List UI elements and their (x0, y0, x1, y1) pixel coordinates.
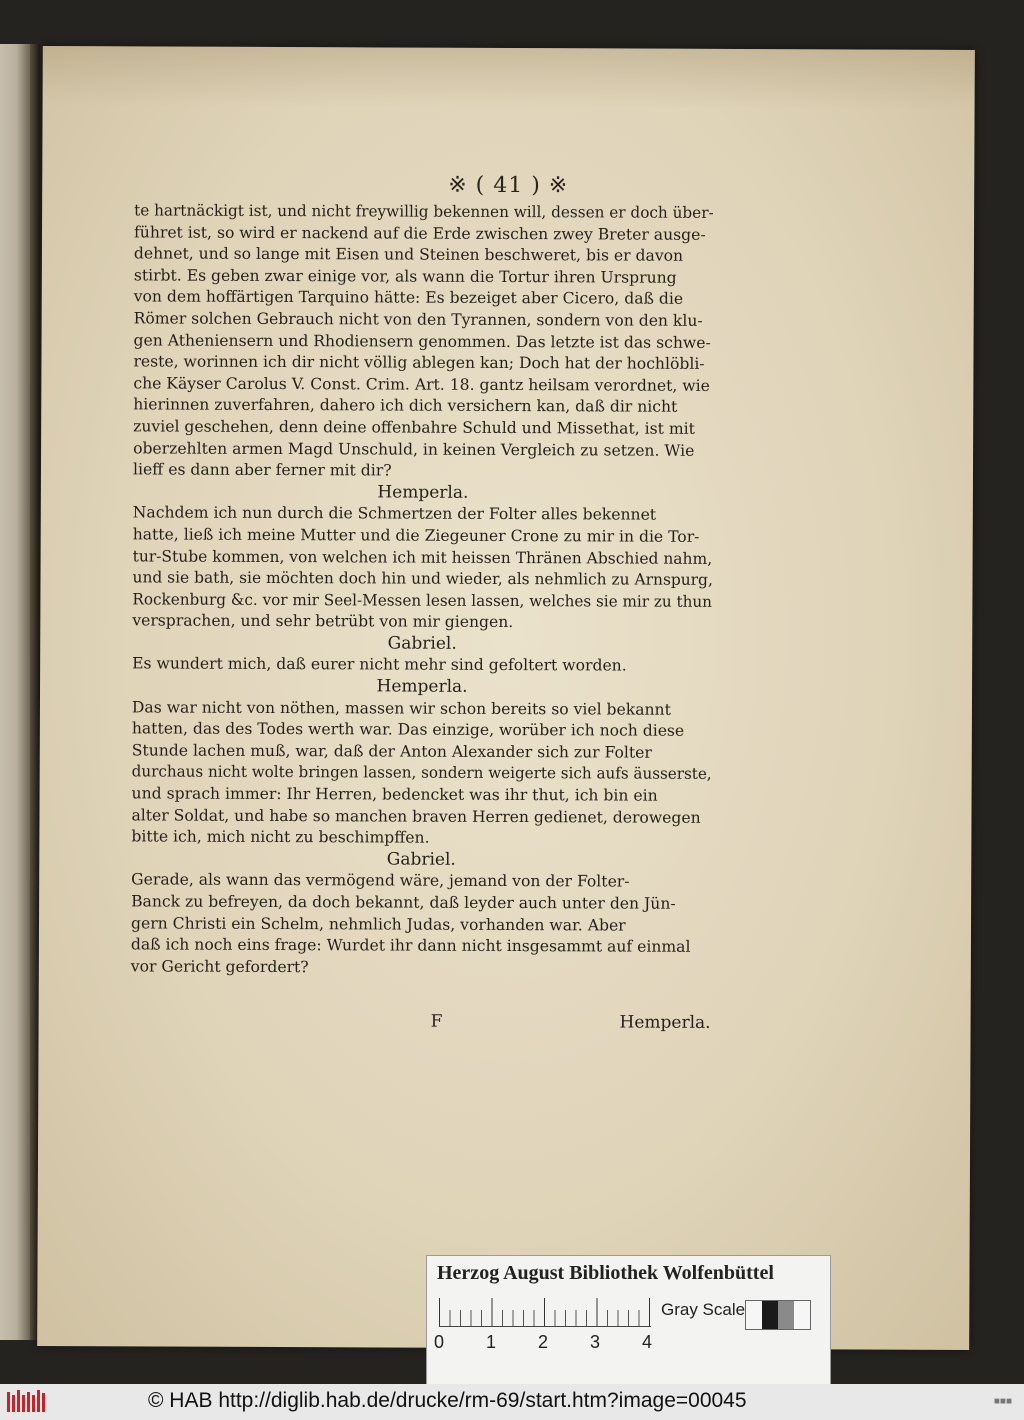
corner-dots-icon: ■■■ (993, 1396, 1012, 1407)
gray-swatch (794, 1301, 810, 1329)
ruler-ticks (439, 1298, 651, 1327)
text-line: von dem hoffärtigen Tarquino hätte: Es bezeiget aber Cicero, daß die (133, 287, 684, 309)
ruler-tick-label: 3 (590, 1332, 601, 1352)
text-line: te hartnäckigt ist, und nicht freywillig bekennen will, dessen er doch über- (134, 201, 714, 222)
text-line: daß ich noch eins frage: Wurdet ihr dann nicht insgesammt auf einmal (130, 935, 691, 956)
color-ruler-card (426, 1255, 831, 1386)
text-line: hatten, das des Todes werth war. Das einzige, worüber ich noch diese (131, 719, 685, 741)
ruler-tick-label: 0 (434, 1332, 445, 1352)
text-line: reste, worinnen ich dir nicht völlig ablegen kan; Doch hat der hochlöbli- (133, 352, 705, 374)
ruler-title: Herzog August Bibliothek Wolfenbüttel (437, 1262, 774, 1284)
text-line: hierinnen zuverfahren, dahero ich dich versichern kan, daß dir nicht (133, 395, 678, 417)
ruler-tick-label: 1 (486, 1332, 497, 1352)
text-line: lieff es dann aber ferner mit dir? (132, 460, 392, 480)
speaker-heading: Hemperla. (377, 482, 469, 503)
text-line: und sprach immer: Ihr Herren, bedencket was ihr thut, ich bin ein (131, 784, 658, 805)
catchword: Hemperla. (619, 1012, 711, 1033)
text-line: che Käyser Carolus V. Const. Crim. Art. 18. gantz heilsam verordnet, wie (133, 374, 710, 395)
ruler-tick-label: 4 (642, 1332, 653, 1352)
text-line: führet ist, so wird er nackend auf die Erde zwischen zwey Breter ausge- (133, 222, 706, 244)
text-line: und sie bath, sie möchten doch hin und wieder, als nehmlich zu Arnspurg, (132, 568, 713, 589)
text-line: stirbt. Es geben zwar einige vor, als wann die Tortur ihren Ursprung (133, 266, 677, 287)
text-line: tur-Stube kommen, von welchen ich mit heissen Thränen Abschied nahm, (132, 546, 713, 568)
book-page (37, 46, 975, 1350)
signature-mark: F (430, 1011, 443, 1032)
text-line: gen Atheniensern und Rhodiensern genommen. Das letzte ist das schwe- (133, 330, 711, 352)
hab-logo-icon (6, 1389, 48, 1415)
gray-swatch (762, 1301, 778, 1329)
text-line: Banck zu befreyen, da doch bekannt, daß leyder auch unter den Jün- (131, 892, 676, 913)
text-line: Römer solchen Gebrauch nicht von den Tyrannen, sondern von den klu- (133, 309, 703, 330)
speaker-heading: Gabriel. (386, 849, 456, 870)
text-line: hatte, ließ ich meine Mutter und die Ziegeuner Crone zu mir in die Tor- (132, 525, 700, 546)
text-line: durchaus nicht wolte bringen lassen, sondern weigerte sich aufs äusserste, (131, 762, 712, 784)
text-line: Gerade, als wann das vermögend wäre, jemand von der Folter- (131, 870, 630, 891)
text-line: Es wundert mich, daß eurer nicht mehr sind gefoltert worden. (132, 654, 627, 675)
text-line: alter Soldat, und habe so manchen braven Herren gedienet, derowegen (131, 805, 701, 827)
text-line: Rockenburg &c. vor mir Seel-Messen lesen lassen, welches sie mir zu thun (132, 590, 713, 611)
text-line: dehnet, und so lange mit Eisen und Steinen beschweret, bis er davon (133, 244, 684, 265)
text-line: vor Gericht gefordert? (130, 957, 309, 976)
text-line: zuviel geschehen, denn deine offenbahre Schuld und Missethat, ist mit (133, 417, 695, 438)
text-line: bitte ich, mich nicht zu beschimpffen. (131, 827, 430, 847)
gray-swatch (746, 1301, 762, 1329)
text-line: gern Christi ein Schelm, nehmlich Judas, vorhanden war. Aber (130, 913, 626, 935)
page-header: ※ ( 41 ) ※ (448, 172, 569, 199)
page-footer-marks (131, 1010, 711, 1037)
text-line: versprachen, und sehr betrübt von mir giengen. (132, 611, 514, 632)
text-line: Nachdem ich nun durch die Schmertzen der Folter alles bekennet (132, 503, 657, 524)
page-text (131, 200, 714, 980)
ruler-tick-label: 2 (538, 1332, 549, 1352)
gray-scale-swatches (745, 1300, 811, 1330)
speaker-heading: Gabriel. (387, 633, 457, 654)
text-line: Stunde lachen muß, war, daß der Anton Alexander sich zur Folter (131, 741, 652, 762)
gray-scale-label: Gray Scale (661, 1300, 746, 1319)
text-line: oberzehlten armen Magd Unschuld, in keinen Vergleich zu setzen. Wie (133, 438, 695, 460)
speaker-heading: Hemperla. (376, 676, 468, 697)
left-page-edge (0, 44, 30, 1340)
gray-swatch (778, 1301, 794, 1329)
footer-bar (0, 1384, 1024, 1420)
copyright-url[interactable]: © HAB http://diglib.hab.de/drucke/rm-69/start.htm?image=00045 (148, 1389, 747, 1412)
text-line: Das war nicht von nöthen, massen wir schon bereits so viel bekannt (131, 698, 671, 719)
